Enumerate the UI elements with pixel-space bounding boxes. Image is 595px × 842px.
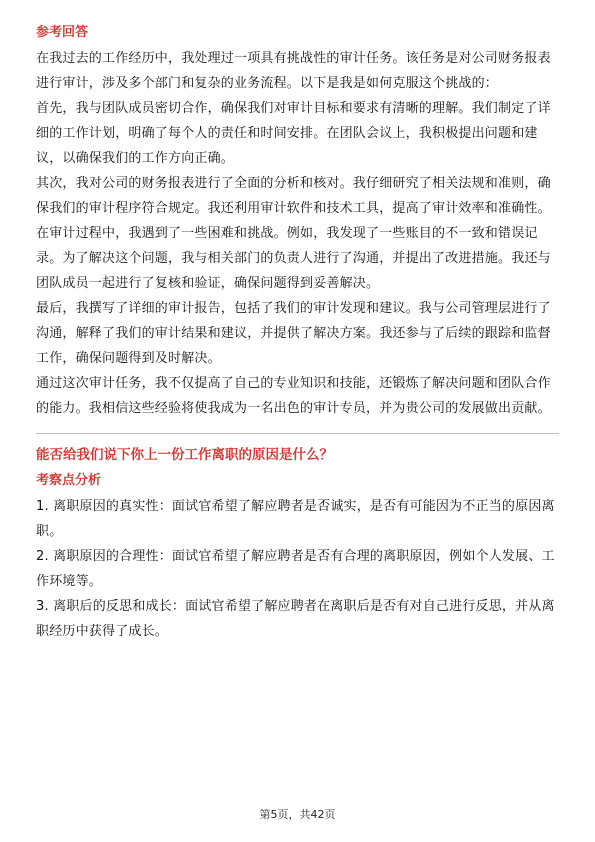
answer-paragraph: 在我过去的工作经历中，我处理过一项具有挑战性的审计任务。该任务是对公司财务报表进行审计，涉及多个部门和复杂的业务流程。以下是我是如何克服这个挑战的： <box>36 51 551 91</box>
answer-paragraph: 在审计过程中，我遇到了一些困难和挑战。例如，我发现了一些账目的不一致和错误记录。为了解决这个问题，我与相关部门的负责人进行了沟通，并提出了改进措施。我还与团队成员一起进行了复核和验证，确保问题得到妥善解决。 <box>36 226 551 291</box>
analysis-item: 3. 离职后的反思和成长：面试官希望了解应聘者在离职后是否有对自己进行反思，并从离职经历中获得了成长。 <box>36 599 555 639</box>
section-divider <box>36 433 559 434</box>
answer-paragraph: 首先，我与团队成员密切合作，确保我们对审计目标和要求有清晰的理解。我们制定了详细的工作计划，明确了每个人的责任和时间安排。在团队会议上，我积极提出问题和建议，以确保我们的工作方向正确。 <box>36 101 551 166</box>
analysis-item: 1. 离职原因的真实性：面试官希望了解应聘者是否诚实，是否有可能因为不正当的原因离职。 <box>36 499 555 539</box>
analysis-label: 考察点分析 <box>36 473 102 488</box>
answer-label: 参考回答 <box>36 25 89 40</box>
answer-paragraph: 最后，我撰写了详细的审计报告，包括了我们的审计发现和建议。我与公司管理层进行了沟通，解释了我们的审计结果和建议，并提供了解决方案。我还参与了后续的跟踪和监督工作，确保问题得到及时解决。 <box>36 301 551 366</box>
interview-question: 能否给我们说下你上一份工作离职的原因是什么？ <box>36 447 333 463</box>
page-footer: 第5页，共42页 <box>259 808 336 821</box>
answer-paragraph: 通过这次审计任务，我不仅提高了自己的专业知识和技能，还锻炼了解决问题和团队合作的能力。我相信这些经验将使我成为一名出色的审计专员，并为贵公司的发展做出贡献。 <box>36 376 551 416</box>
answer-paragraph: 其次，我对公司的财务报表进行了全面的分析和核对。我仔细研究了相关法规和准则，确保我们的审计程序符合规定。我还利用审计软件和技术工具，提高了审计效率和准确性。 <box>36 176 551 216</box>
analysis-item: 2. 离职原因的合理性：面试官希望了解应聘者是否有合理的离职原因，例如个人发展、工作环境等。 <box>36 549 555 589</box>
